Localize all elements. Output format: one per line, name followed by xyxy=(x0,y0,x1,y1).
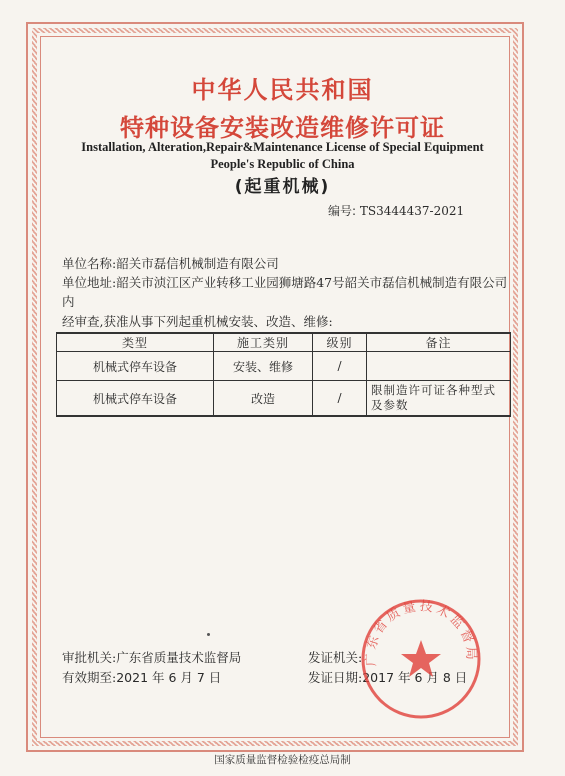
table-row xyxy=(57,352,511,381)
issue-date-label: 发证日期: xyxy=(308,670,363,685)
table-header: 类型 xyxy=(57,333,214,352)
valid-until-label: 有效期至: xyxy=(62,670,117,685)
company-address-label: 单位地址: xyxy=(62,275,117,290)
table-cell-remark: 限制造许可证各种型式及参数 xyxy=(367,381,511,417)
table-cell-type: 机械式停车设备 xyxy=(57,352,214,381)
certificate-number xyxy=(328,202,464,219)
seal-text: 广东省质量技术监督局 xyxy=(363,598,479,667)
title-license: 特种设备安装改造维修许可证 xyxy=(120,114,445,142)
table-cell-work: 安装、维修 xyxy=(214,352,313,381)
approval-text: 经审查,获准从事下列起重机械安装、改造、维修: xyxy=(62,314,333,329)
company-address-value: 韶关市浈江区产业转移工业园狮塘路47号韶关市磊信机械制造有限公司内 xyxy=(62,275,508,309)
issuer xyxy=(308,648,362,668)
table-row xyxy=(57,381,511,417)
valid-until xyxy=(62,668,221,688)
category: (起重机械) xyxy=(234,177,331,197)
table-cell-remark xyxy=(367,352,511,381)
approval-authority-value: 广东省质量技术监督局 xyxy=(116,650,242,665)
approval-authority-label: 审批机关: xyxy=(62,650,117,665)
company-address xyxy=(62,273,512,311)
company-name xyxy=(62,254,279,273)
table-header: 备注 xyxy=(367,333,511,352)
table-cell-type: 机械式停车设备 xyxy=(57,381,214,417)
approval-authority xyxy=(62,648,241,668)
scope-table xyxy=(56,332,511,417)
certificate-number-value: TS3444437-2021 xyxy=(359,204,465,218)
certificate-number-label: 编号: xyxy=(328,204,357,218)
table-cell-work: 改造 xyxy=(214,381,313,417)
company-name-label: 单位名称: xyxy=(62,256,117,271)
title-english-line1: Installation, Alteration,Repair&Maintenance License of Special Equipment xyxy=(81,140,484,154)
table-cell-level: / xyxy=(313,352,367,381)
table-header: 级别 xyxy=(313,333,367,352)
official-seal-icon xyxy=(358,596,484,722)
footer: 国家质量监督检验检疫总局制 xyxy=(214,754,351,766)
table-header-row xyxy=(57,333,511,352)
issuer-label: 发证机关: xyxy=(308,650,363,665)
company-name-value: 韶关市磊信机械制造有限公司 xyxy=(116,256,279,271)
issue-date-value: 2017 年 6 月 8 日 xyxy=(362,670,468,685)
title-english-line2: People's Republic of China xyxy=(210,157,355,171)
ink-dot xyxy=(207,633,210,636)
title-country: 中华人民共和国 xyxy=(191,76,374,104)
table-cell-level: / xyxy=(313,381,367,417)
valid-until-value: 2021 年 6 月 7 日 xyxy=(116,670,222,685)
table-header: 施工类别 xyxy=(214,333,313,352)
